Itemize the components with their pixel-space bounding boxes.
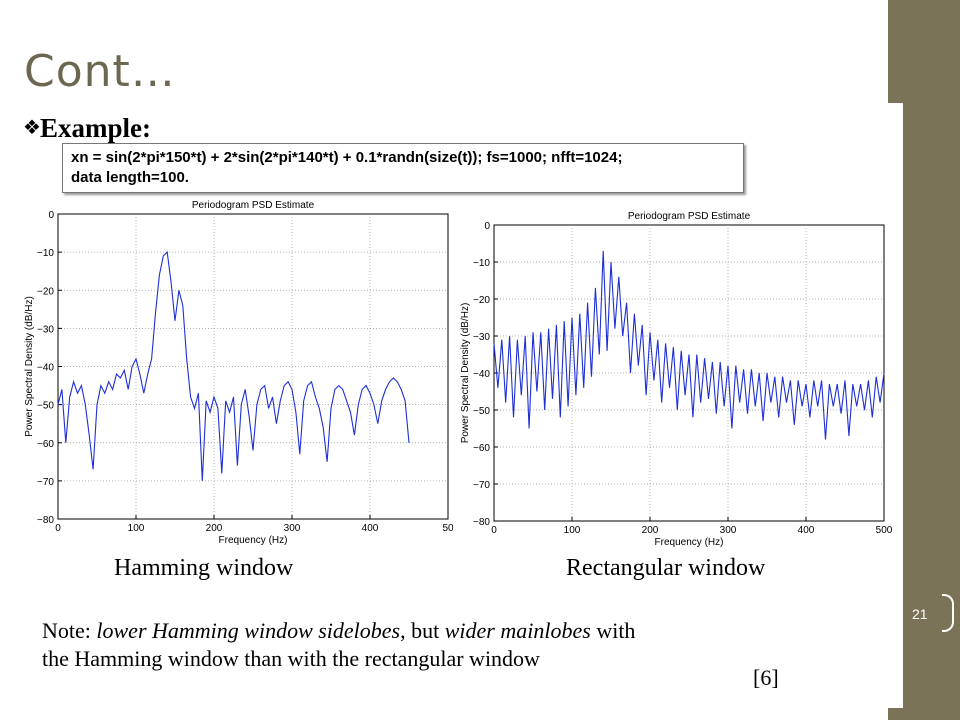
diamond-bullet-icon: ❖ <box>23 117 41 139</box>
code-box <box>62 143 744 193</box>
chart1-ytick-label-6: −60 <box>473 443 490 454</box>
slide-content <box>18 103 903 708</box>
note-part-1: Note: <box>42 618 97 643</box>
example-heading: Example: <box>40 113 151 143</box>
code-line-2: data length=100. <box>71 169 189 186</box>
chart0-xtick-label-5: 50 <box>442 523 454 534</box>
slide-title: Cont… <box>24 46 176 97</box>
chart1-title: Periodogram PSD Estimate <box>627 211 751 222</box>
chart1-ytick-label-5: −50 <box>473 406 490 417</box>
chart0-ylabel: Power Spectral Density (dB/Hz) <box>24 296 35 437</box>
chart0-ytick-label-2: −20 <box>37 286 54 298</box>
note-part-3: , but <box>400 618 445 643</box>
chart1-xtick-label-1: 100 <box>563 525 581 536</box>
chart1-xtick-label-5: 500 <box>875 525 893 536</box>
chart0-ytick-label-8: −80 <box>37 515 54 526</box>
note-text <box>42 617 642 673</box>
chart0-ytick-label-4: −40 <box>37 362 54 374</box>
chart1-ytick-label-4: −40 <box>473 369 490 380</box>
chart1-ytick-label-3: −30 <box>473 332 490 343</box>
caption-hamming: Hamming window <box>114 555 294 581</box>
caption-rectangular: Rectangular window <box>566 555 766 581</box>
chart1-ytick-label-2: −20 <box>473 295 490 306</box>
chart0-xtick-label-4: 400 <box>361 523 379 534</box>
chart1-xtick-label-0: 0 <box>491 525 497 536</box>
chart1-ytick-label-7: −70 <box>473 480 490 491</box>
citation: [6] <box>753 665 779 690</box>
chart0-xtick-label-3: 300 <box>283 523 301 534</box>
chart0-xtick-label-0: 0 <box>55 523 61 534</box>
chart0-ytick-label-1: −10 <box>37 248 54 260</box>
note-part-4: wider mainlobes <box>444 618 591 643</box>
note-part-5: with the Hamming window than with the rectangular window <box>42 618 636 671</box>
chart0-ytick-label-6: −60 <box>37 438 54 450</box>
chart0-title: Periodogram PSD Estimate <box>191 200 315 211</box>
chart1-xtick-label-3: 300 <box>719 525 737 536</box>
chart0-xlabel: Frequency (Hz) <box>218 535 288 546</box>
chart0-ytick-label-7: −70 <box>37 476 54 488</box>
chart0-ytick-label-3: −30 <box>37 324 54 336</box>
chart0-ytick-label-0: 0 <box>48 210 54 221</box>
rectangular-psd-chart <box>454 203 894 553</box>
code-line-1: xn = sin(2*pi*150*t) + 2*sin(2*pi*140*t) + 0.1*randn(size(t)); fs=1000; nfft=1024; <box>71 149 623 166</box>
chart0-xtick-label-2: 200 <box>205 523 223 534</box>
chart0-ytick-label-5: −50 <box>37 400 54 412</box>
chart1-xtick-label-4: 400 <box>797 525 815 536</box>
note-part-2: lower Hamming window sidelobes <box>96 618 401 643</box>
chart1-ytick-label-1: −10 <box>473 258 490 269</box>
hamming-psd-chart <box>18 198 458 553</box>
chart1-xtick-label-2: 200 <box>641 525 659 536</box>
chart1-ytick-label-0: 0 <box>484 221 490 232</box>
chart0-xtick-label-1: 100 <box>127 523 145 534</box>
slide-number: 21 <box>912 606 928 622</box>
chart1-xlabel: Frequency (Hz) <box>654 537 724 548</box>
chart1-ytick-label-8: −80 <box>473 517 490 528</box>
slide-number-bracket-icon <box>942 594 954 632</box>
chart1-ylabel: Power Spectral Density (dB/Hz) <box>460 302 471 444</box>
